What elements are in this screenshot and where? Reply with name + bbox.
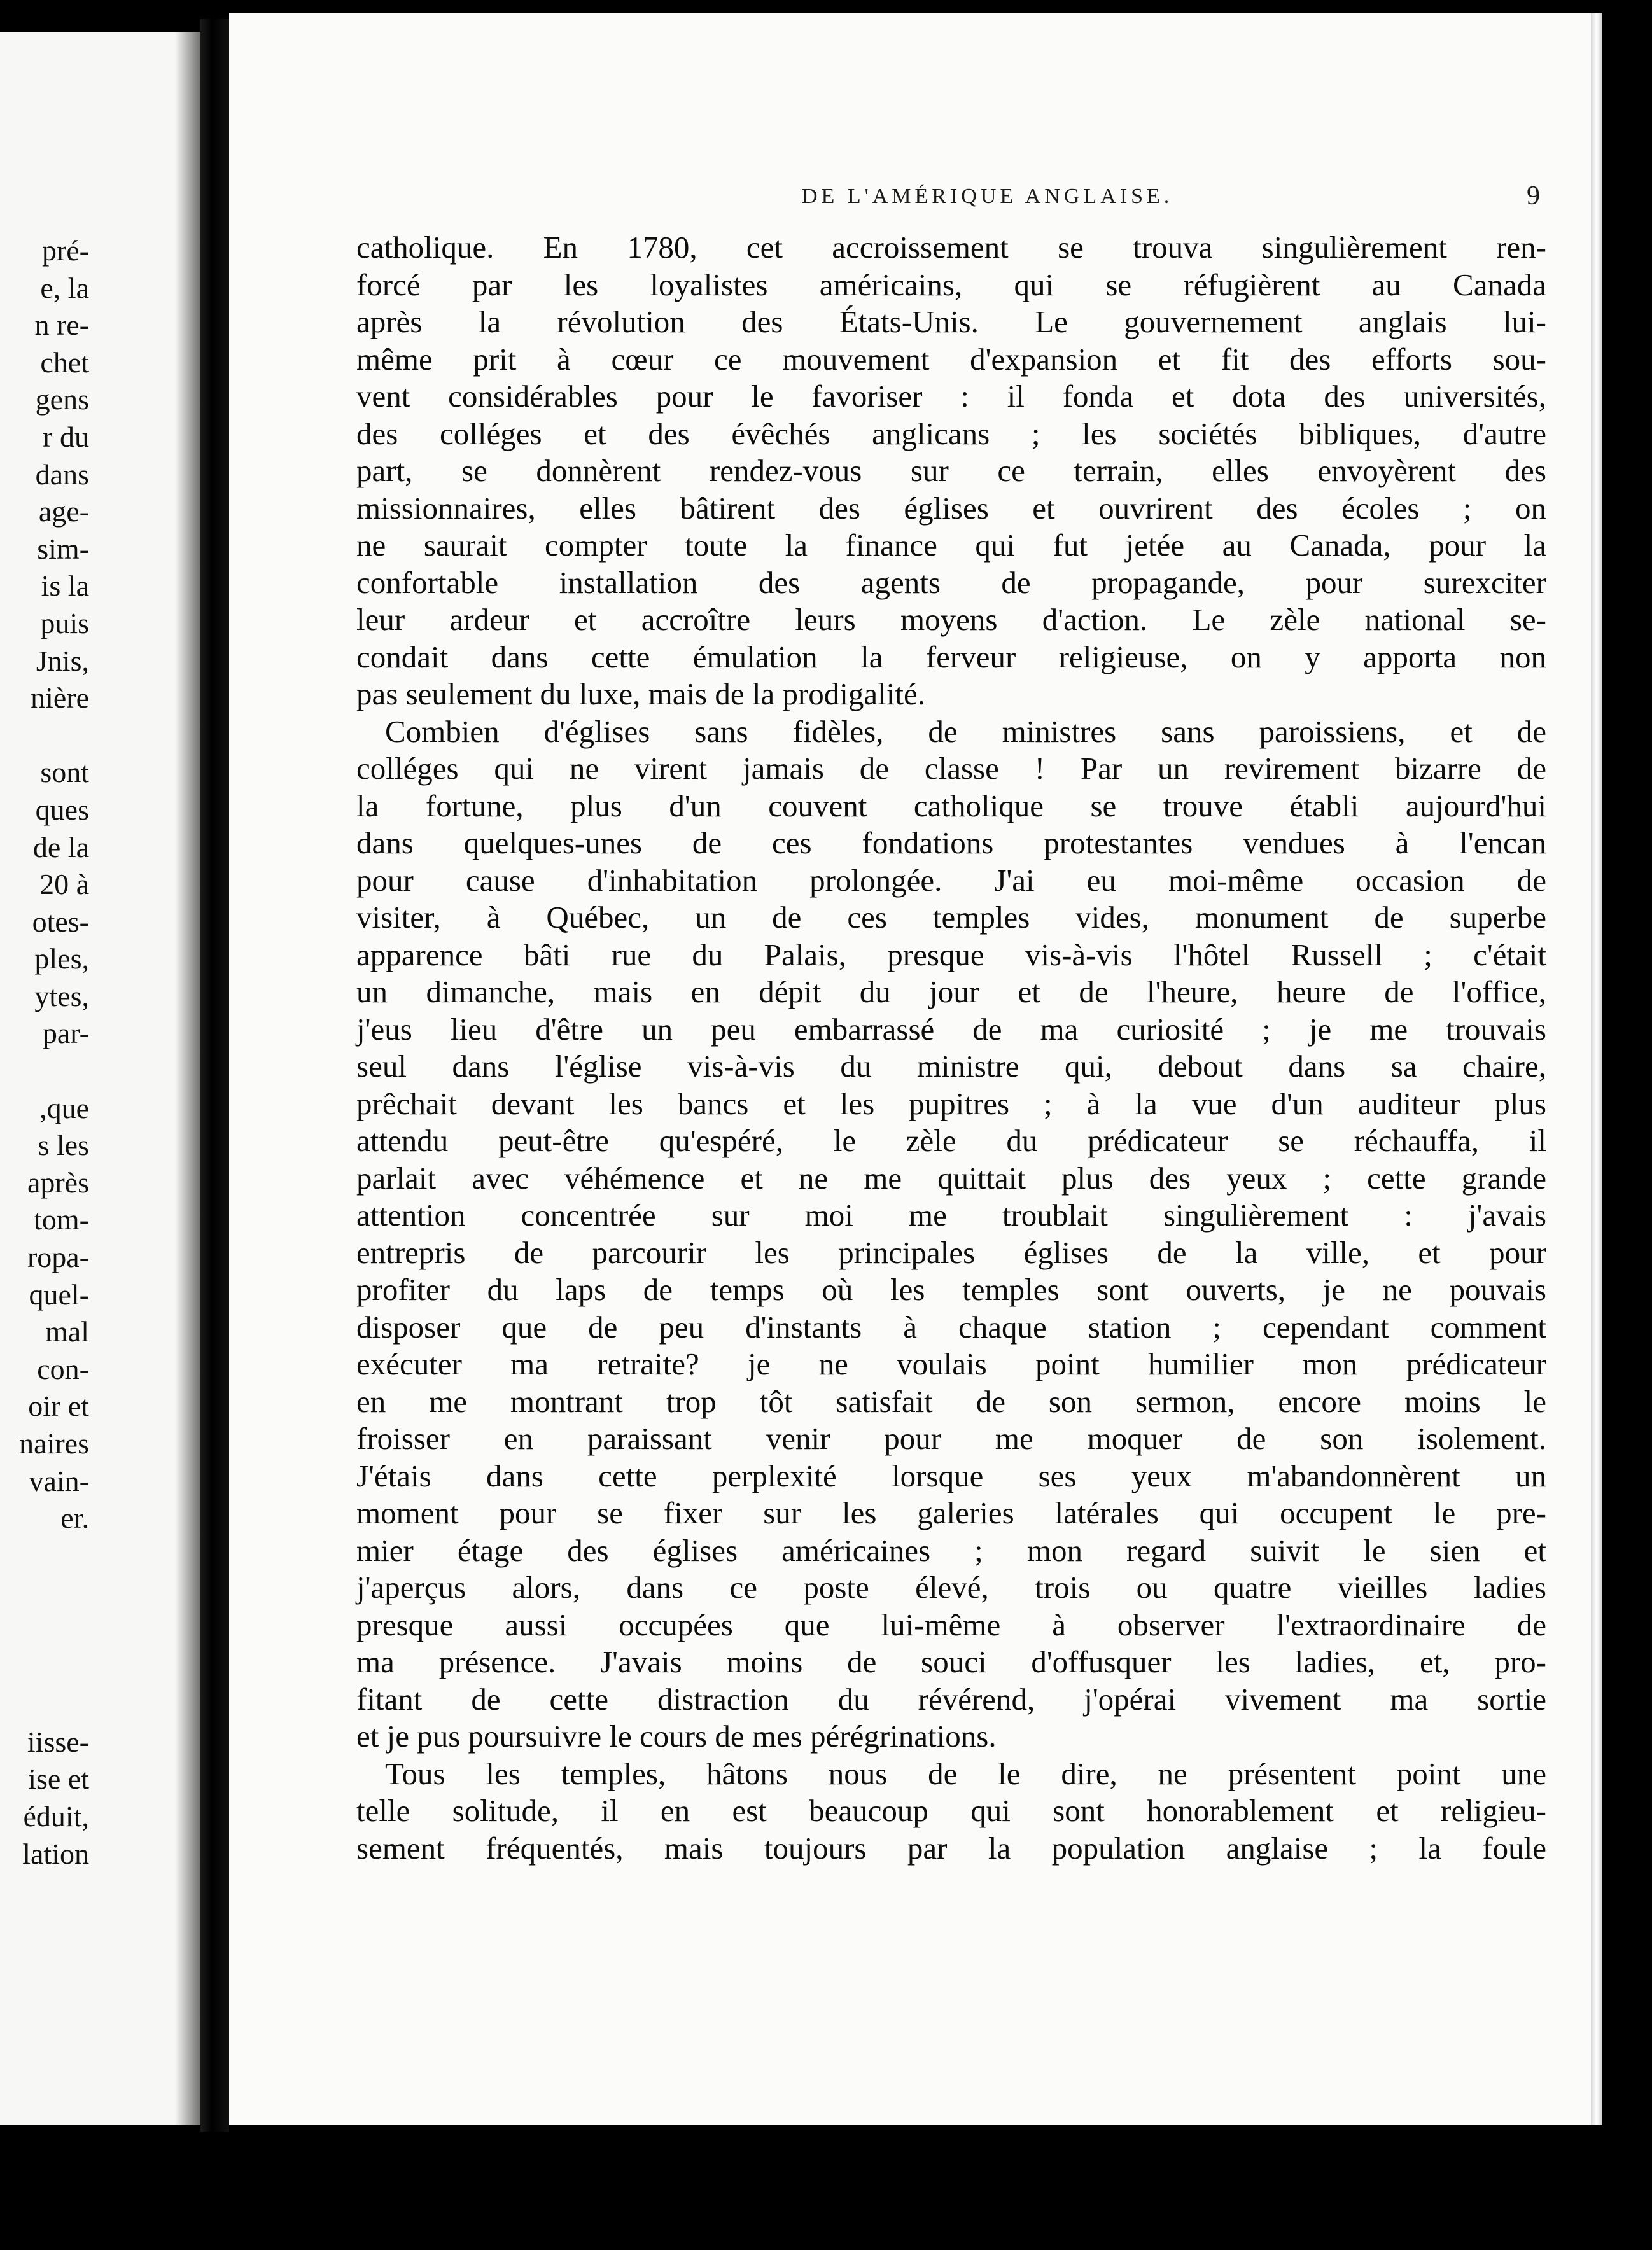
text-line: prêchait devant les bancs et les pupitres ; à la vue d'un auditeur plus	[356, 1086, 1546, 1121]
text-line: des colléges et des évêchés anglicans ; les sociétés bibliques, d'autre	[356, 416, 1546, 451]
text-line: un dimanche, mais en dépit du jour et de l'heure, heure de l'office,	[356, 974, 1546, 1009]
line-fragment: lation	[22, 1837, 89, 1870]
line-fragment: sont	[40, 756, 89, 789]
line-fragment: ples,	[34, 942, 89, 975]
line-fragment: après	[27, 1166, 89, 1199]
text-line: froisser en paraissant venir pour me moquer de son isolement.	[356, 1421, 1546, 1456]
text-line: fitant de cette distraction du révérend, j'opérai vivement ma sortie	[356, 1681, 1546, 1717]
text-line: j'eus lieu d'être un peu embarrassé de ma curiosité ; je me trouvais	[356, 1011, 1546, 1047]
text-line: leur ardeur et accroître leurs moyens d'action. Le zèle national se-	[356, 602, 1546, 637]
page-edge	[1591, 13, 1602, 2125]
text-line: parlait avec véhémence et ne me quittait plus des yeux ; cette grande	[356, 1160, 1546, 1196]
text-line: même prit à cœur ce mouvement d'expansion et fit des efforts sou-	[356, 341, 1546, 377]
text-line: Combien d'églises sans fidèles, de ministres sans paroissiens, et de	[385, 713, 1546, 749]
line-fragment	[0, 1052, 89, 1090]
line-fragment: gens	[35, 383, 89, 416]
text-line: attendu peut-être qu'espéré, le zèle du prédicateur se réchauffa, il	[356, 1123, 1546, 1158]
line-fragment: ,que	[39, 1091, 89, 1124]
line-fragment	[0, 1574, 89, 1612]
text-line: part, se donnèrent rendez-vous sur ce terrain, elles envoyèrent des	[356, 453, 1546, 488]
text-line: après la révolution des États-Unis. Le gouvernement anglais lui-	[356, 304, 1546, 339]
text-line: la fortune, plus d'un couvent catholique se trouve établi aujourd'hui	[356, 788, 1546, 823]
line-fragment: mal	[45, 1315, 89, 1348]
text-line: confortable installation des agents de propagande, pour surexciter	[356, 564, 1546, 600]
text-line: condait dans cette émulation la ferveur religieuse, on y apporta non	[356, 639, 1546, 674]
line-fragment: 20 à	[39, 868, 89, 901]
text-line: exécuter ma retraite? je ne voulais point humilier mon prédicateur	[356, 1346, 1546, 1381]
text-line: sement fréquentés, mais toujours par la population anglaise ; la foule	[356, 1830, 1546, 1866]
text-line: colléges qui ne virent jamais de classe ! Par un revirement bizarre de	[356, 751, 1546, 786]
line-fragment: sim-	[37, 532, 89, 565]
text-line: moment pour se fixer sur les galeries latérales qui occupent le pre-	[356, 1495, 1546, 1530]
text-line: ne saurait compter toute la finance qui fut jetée au Canada, pour la	[356, 528, 1546, 562]
text-line: seul dans l'église vis-à-vis du ministre qui, debout dans sa chaire,	[356, 1049, 1546, 1084]
text-line: catholique. En 1780, cet accroissement se trouva singulièrement ren-	[356, 230, 1546, 265]
text-line: dans quelques-unes de ces fondations protestantes vendues à l'encan	[356, 825, 1546, 860]
line-fragment	[0, 1686, 89, 1724]
line-fragment: age-	[38, 495, 89, 528]
line-fragment: naires	[19, 1427, 89, 1460]
text-line: visiter, à Québec, un de ces temples vides, monument de superbe	[356, 900, 1546, 935]
line-fragment: vain-	[29, 1464, 89, 1497]
text-line: J'étais dans cette perplexité lorsque ses yeux m'abandonnèrent un	[356, 1458, 1546, 1493]
facing-page-left	[0, 32, 200, 2125]
line-fragment: dans	[35, 458, 89, 491]
main-page	[229, 13, 1591, 2125]
line-fragment: quel-	[29, 1278, 89, 1311]
line-fragment: tom-	[34, 1203, 89, 1236]
text-line: pour cause d'inhabitation prolongée. J'ai eu moi-même occasion de	[356, 862, 1546, 898]
text-line: Tous les temples, hâtons nous de le dire, ne présentent point une	[385, 1756, 1546, 1791]
facing-page-line-ends	[0, 232, 89, 1873]
line-fragment: is la	[41, 569, 89, 603]
line-fragment: ytes,	[34, 979, 89, 1012]
line-fragment: iisse-	[27, 1725, 89, 1758]
line-fragment: ques	[35, 793, 89, 826]
text-line: entrepris de parcourir les principales églises de la ville, et pour	[356, 1234, 1546, 1270]
line-fragment: éduit,	[23, 1799, 89, 1833]
line-fragment	[0, 1649, 89, 1687]
line-fragment: oir et	[28, 1390, 89, 1423]
text-line: en me montrant trop tôt satisfait de son sermon, encore moins le	[356, 1383, 1546, 1419]
book-spine	[200, 19, 229, 2132]
line-fragment: e, la	[40, 271, 89, 304]
line-fragment	[0, 717, 89, 755]
line-fragment	[0, 1537, 89, 1575]
text-line: profiter du laps de temps où les temples sont ouverts, je ne pouvais	[356, 1272, 1546, 1307]
text-line: disposer que de peu d'instants à chaque station ; cependant comment	[356, 1309, 1546, 1345]
text-line: j'aperçus alors, dans ce poste élevé, trois ou quatre vieilles ladies	[356, 1570, 1546, 1605]
running-head-title: DE L'AMÉRIQUE ANGLAISE.	[802, 185, 1173, 208]
line-fragment: s les	[38, 1129, 89, 1162]
line-fragment: r du	[43, 420, 89, 453]
text-line: pas seulement du luxe, mais de la prodigalité.	[356, 676, 926, 711]
page-number: 9	[1527, 181, 1540, 211]
line-fragment	[0, 1612, 89, 1649]
line-fragment: pré-	[41, 234, 89, 267]
text-line: attention concentrée sur moi me troublait singulièrement : j'avais	[356, 1198, 1546, 1233]
line-fragment: otes-	[32, 905, 89, 938]
line-fragment: puis	[40, 606, 89, 639]
line-fragment: con-	[37, 1352, 89, 1385]
line-fragment: er.	[60, 1502, 89, 1535]
gutter-shadow	[175, 32, 200, 2125]
text-line: presque aussi occupées que lui-même à observer l'extraordinaire de	[356, 1607, 1546, 1642]
line-fragment: par-	[42, 1017, 89, 1050]
text-line: ma présence. J'avais moins de souci d'offusquer les ladies, et, pro-	[356, 1644, 1546, 1679]
text-line: apparence bâti rue du Palais, presque vis-à-vis l'hôtel Russell ; c'était	[356, 937, 1546, 972]
running-head	[356, 181, 1565, 216]
line-fragment: chet	[40, 346, 89, 379]
text-line: et je pus poursuivre le cours de mes pérégrinations.	[356, 1719, 997, 1754]
line-fragment: ise et	[28, 1763, 89, 1796]
text-line: mier étage des églises américaines ; mon regard suivit le sien et	[356, 1532, 1546, 1568]
line-fragment: nière	[31, 681, 89, 715]
text-line: missionnaires, elles bâtirent des églises et ouvrirent des écoles ; on	[356, 490, 1546, 526]
line-fragment: ropa-	[27, 1241, 89, 1274]
text-line: vent considérables pour le favoriser : il fonda et dota des universités,	[356, 379, 1546, 414]
line-fragment: n re-	[34, 309, 89, 342]
line-fragment: de la	[32, 830, 89, 863]
text-line: forcé par les loyalistes américains, qui se réfugièrent au Canada	[356, 267, 1546, 302]
text-line: telle solitude, il en est beaucoup qui sont honorablement et religieu-	[356, 1793, 1546, 1828]
body-text	[356, 229, 1546, 1867]
line-fragment: Jnis,	[36, 644, 89, 677]
